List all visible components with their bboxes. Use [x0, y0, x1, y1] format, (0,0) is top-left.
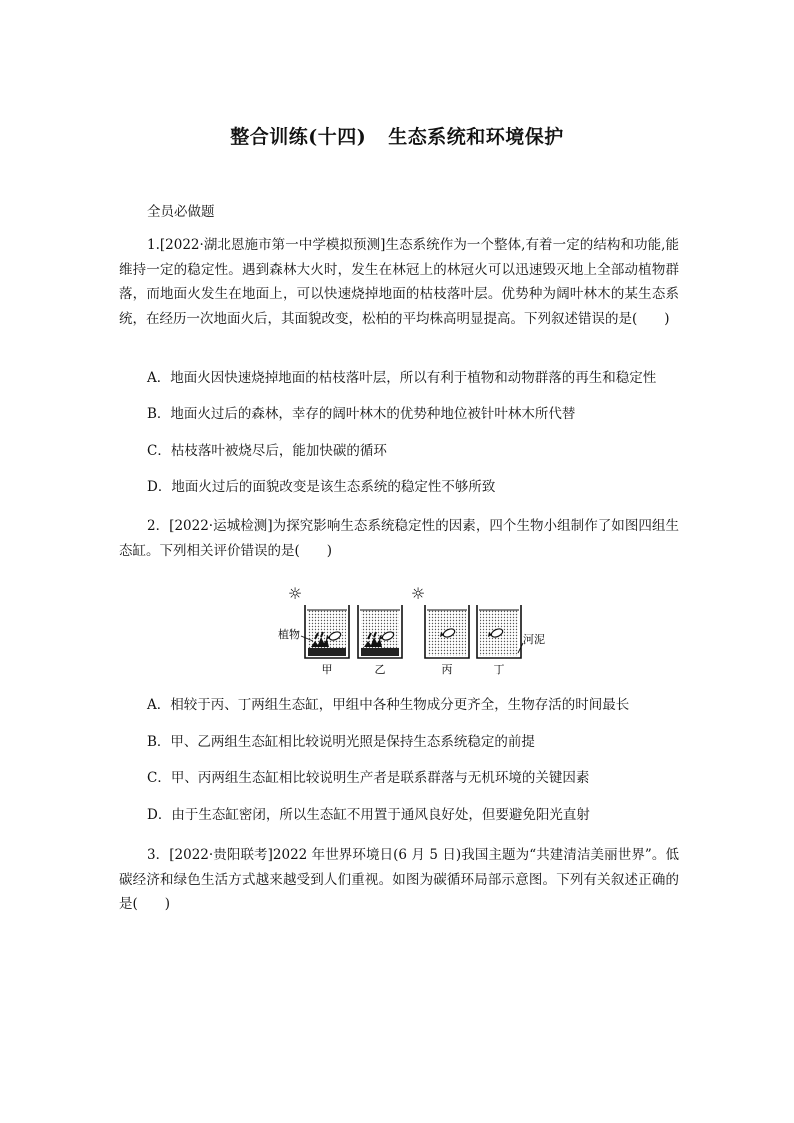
label-plant: 植物 — [278, 628, 300, 641]
jar-bing — [425, 605, 469, 658]
jar-label-ding: 丁 — [493, 663, 505, 676]
eco-jar-figure — [275, 583, 545, 678]
question-2-option-c: C．甲、丙两组生态缸相比较说明生产者是联系群落与无机环境的关键因素 — [147, 770, 590, 786]
question-1-option-a: A．地面火因快速烧掉地面的枯枝落叶层，所以有利于植物和动物群落的再生和稳定性 — [147, 370, 657, 386]
question-1-option-d: D．地面火过后的面貌改变是该生态系统的稳定性不够所致 — [147, 479, 496, 495]
question-1-option-b: B．地面火过后的森林，幸存的阔叶林木的优势种地位被针叶林木所代替 — [147, 406, 576, 422]
sun-icon-1: ☼ — [287, 584, 303, 603]
question-1-stem: 1.[2022·湖北恩施市第一中学模拟预测]生态系统作为一个整体,有着一定的结构和功能,能维持一定的稳定性。遇到森林大火时，发生在林冠上的林冠火可以迅速毁灭地上全部动植物群落，而地面火发生在地面上，可以快速烧掉地面的枯枝落叶层。优势种为阔叶林木的某生态系统，在经历一次地面火后，其面貌改变，松柏的平均株高明显提高。下列叙述错误的是( ) — [119, 237, 679, 327]
jar-jia — [305, 605, 349, 658]
jar-yi — [358, 605, 402, 658]
question-2-option-b: B．甲、乙两组生态缸相比较说明光照是保持生态系统稳定的前提 — [147, 734, 535, 750]
label-mud: 河泥 — [523, 633, 545, 646]
page-title — [0, 122, 794, 149]
title-sub: 生态系统和环境保护 — [388, 126, 564, 148]
section-heading: 全员必做题 — [147, 204, 215, 220]
jar-label-bing: 丙 — [441, 663, 453, 676]
question-1-option-c: C．枯枝落叶被烧尽后，能加快碳的循环 — [147, 443, 387, 459]
title-main: 整合训练(十四) — [230, 126, 367, 148]
jar-ding — [477, 605, 521, 658]
question-3-stem: 3．[2022·贵阳联考]2022 年世界环境日(6 月 5 日)我国主题为“共建清洁美丽世界”。低碳经济和绿色生活方式越来越受到人们重视。如图为碳循环局部示意图。下列有关叙述正确的是( ) — [119, 847, 679, 912]
jar-label-jia: 甲 — [321, 663, 333, 676]
question-2-option-d: D．由于生态缸密闭，所以生态缸不用置于通风良好处，但要避免阳光直射 — [147, 807, 590, 823]
question-2-option-a: A．相较于丙、丁两组生态缸，甲组中各种生物成分更齐全，生物存活的时间最长 — [147, 697, 630, 713]
eco-jar-diagram — [275, 583, 545, 678]
jar-label-yi: 乙 — [374, 663, 386, 676]
question-2-stem: 2．[2022·运城检测]为探究影响生态系统稳定性的因素，四个生物小组制作了如图四组生态缸。下列相关评价错误的是( ) — [119, 518, 679, 559]
sun-icon-2: ☼ — [410, 584, 426, 603]
